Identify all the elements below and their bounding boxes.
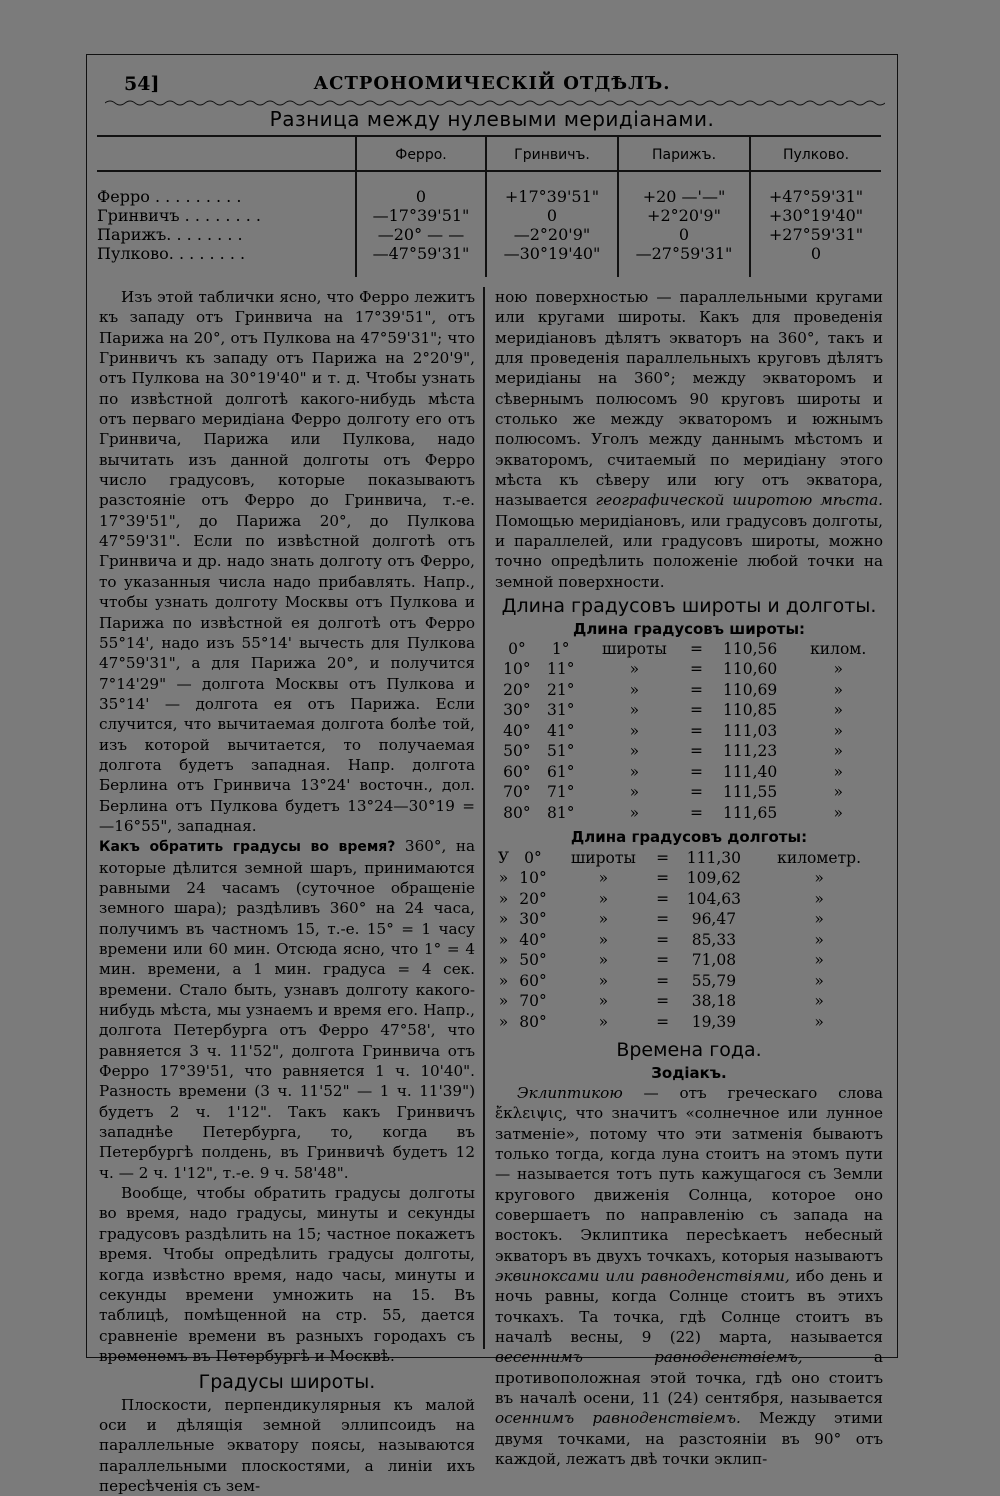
table-row	[495, 659, 883, 680]
table-cell: 55,79	[691, 971, 737, 990]
table-cell: 20°	[503, 680, 531, 699]
table-col-header: Ферро.	[395, 147, 447, 163]
table-cell: »	[498, 1012, 509, 1031]
subsection-heading: Зодіакъ.	[651, 1063, 727, 1082]
table-row	[495, 930, 883, 951]
table-row	[495, 909, 883, 930]
table-row	[495, 991, 883, 1012]
table-cell: +2°20'9"	[647, 206, 721, 225]
table-cell: »	[498, 992, 509, 1011]
table-cell: =	[690, 660, 704, 679]
table-cell: =	[656, 869, 670, 888]
table-cell: 10°	[503, 660, 531, 679]
table-cell: =	[656, 910, 670, 929]
table-title: Разница между нулевыми меридіанами.	[269, 107, 715, 131]
lon-table-title: Длина градусовъ долготы:	[570, 828, 808, 847]
table-cell: »	[629, 680, 640, 699]
table-cell: »	[629, 762, 640, 781]
section-heading: Градусы широты.	[198, 1371, 376, 1394]
table-col-header: Пулково.	[782, 147, 850, 163]
table-cell: =	[656, 992, 670, 1011]
term: эквиноксами или равноденствіями,	[495, 1266, 790, 1285]
table-cell: =	[690, 783, 704, 802]
table-cell: 111,40	[723, 762, 778, 781]
table-cell: +17°39'51"	[504, 187, 600, 206]
table-cell: 104,63	[686, 889, 742, 908]
table-row	[495, 803, 883, 824]
table-cell: 0°	[524, 848, 542, 867]
table-row-label: Ферро . . . . . . . . .	[97, 187, 242, 206]
table-cell: 61°	[547, 762, 575, 781]
table-cell: »	[833, 742, 843, 761]
table-cell: 51°	[547, 742, 575, 761]
left-column	[99, 287, 475, 1496]
table-cell: 11°	[547, 660, 575, 679]
paragraph	[495, 287, 883, 592]
lon-table	[495, 848, 883, 1033]
table-row-label: Пулково. . . . . . . .	[97, 244, 246, 263]
table-cell: —47°59'31"	[372, 244, 470, 263]
table-cell: =	[690, 803, 704, 822]
table-cell: 20°	[519, 889, 547, 908]
table-cell: »	[814, 869, 824, 888]
table-cell: =	[656, 848, 670, 867]
table-cell: »	[833, 803, 843, 822]
table-cell: 80°	[503, 803, 531, 822]
table-cell: »	[598, 1012, 609, 1031]
table-row	[495, 762, 883, 783]
table-cell: 60°	[503, 762, 531, 781]
table-cell: =	[656, 951, 670, 970]
table-cell: »	[498, 930, 509, 949]
paragraph	[99, 836, 475, 1183]
table-cell: 111,30	[686, 848, 742, 867]
table-cell: +30°19'40"	[768, 206, 864, 225]
table-cell: 96,47	[691, 910, 737, 929]
term: весеннимъ равноденствіемъ,	[495, 1348, 803, 1367]
table-cell: »	[598, 889, 609, 908]
right-column	[495, 287, 883, 1469]
table-cell: километр.	[777, 848, 862, 867]
table-cell: +20 —'—"	[642, 187, 726, 206]
table-cell: +27°59'31"	[768, 225, 864, 244]
table-cell: У	[497, 848, 510, 867]
table-cell: »	[598, 951, 609, 970]
table-col-header: Парижъ.	[651, 147, 717, 163]
paragraph-text: а противоположная этой точка, гдѣ оно стоитъ въ началѣ осени, 11 (24) сентября, называется	[495, 1348, 883, 1408]
table-cell: =	[690, 701, 704, 720]
table-row	[495, 1012, 883, 1033]
table-cell: 110,69	[723, 680, 778, 699]
table-cell: »	[814, 1012, 824, 1031]
table-cell: »	[598, 930, 609, 949]
term: Эклиптикою	[517, 1083, 623, 1102]
table-cell: »	[498, 889, 509, 908]
table-cell: килом.	[810, 639, 867, 658]
table-cell: 30°	[503, 701, 531, 720]
table-cell: 85,33	[691, 930, 737, 949]
table-cell: 40°	[519, 930, 547, 949]
page-frame	[86, 54, 898, 1495]
table-cell: 70°	[519, 992, 547, 1011]
table-cell: »	[598, 992, 609, 1011]
table-cell: »	[833, 783, 843, 802]
table-cell: »	[814, 910, 824, 929]
table-cell: =	[690, 680, 704, 699]
table-cell: »	[498, 910, 509, 929]
table-cell: —30°19'40"	[503, 244, 601, 263]
table-cell: широты	[601, 639, 667, 658]
table-cell: 111,23	[723, 742, 778, 761]
table-cell: 19,39	[691, 1012, 737, 1031]
table-cell: 21°	[547, 680, 575, 699]
table-row	[495, 950, 883, 971]
table-row	[495, 868, 883, 889]
table-cell: »	[498, 951, 509, 970]
table-cell: »	[814, 930, 824, 949]
paragraph: Вообще, чтобы обратить градусы долготы во время, надо градусы, минуты и секунды градусовъ раздѣлить на 15; частное покажетъ время. Чтобы опредѣлить градусы долготы, когда извѣстно время, надо часы, минуты и секунды времени умножить на 15. Въ таблицѣ, помѣщенной на стр. 55, дается сравненіе времени въ разныхъ городахъ съ временемъ въ Петербургѣ и Москвѣ.	[99, 1184, 475, 1365]
lat-table	[495, 639, 883, 824]
table-cell: 41°	[547, 721, 575, 740]
term: осеннимъ равноденствіемъ.	[495, 1409, 741, 1428]
table-cell: =	[690, 742, 704, 761]
table-cell: »	[498, 971, 509, 990]
wavy-divider	[105, 99, 885, 107]
table-cell: 0°	[508, 639, 526, 658]
term: географической широтою мѣста.	[595, 491, 883, 510]
table-cell: »	[629, 660, 640, 679]
paragraph-text: — отъ греческаго слова ἔκλειψις, что значитъ «солнечное или лунное затменіе», потому что эти затменія бываютъ только тогда, когда луна стоитъ на этомъ пути — называется тотъ путь кажущагося съ Земли кругового движенія Солнца, которое оно совершаетъ по направленію съ запада на востокъ. Эклиптика пересѣкаетъ небесный экваторъ въ двухъ точкахъ, которыя называютъ	[495, 1083, 883, 1265]
table-cell: »	[833, 721, 843, 740]
table-row	[495, 639, 883, 660]
table-cell: 110,85	[723, 701, 778, 720]
paragraph: Плоскости, перпендикулярныя къ малой оси и дѣлящія земной эллипсоидъ на параллельные экватору поясы, называются параллельными плоскостями, а линіи ихъ пересѣченія съ зем-	[99, 1395, 475, 1495]
paragraph-text: ибо день и ночь равны, когда Солнце стоитъ въ этихъ точкахъ. Та точка, гдѣ Солнце стоитъ въ началѣ весны, 9 (22) марта, называется	[495, 1266, 884, 1346]
table-cell: »	[833, 680, 843, 699]
table-cell: 109,62	[686, 869, 742, 888]
table-cell: »	[598, 910, 609, 929]
paragraph-text: Помощью меридіановъ, или градусовъ долготы, и параллелей, или градусовъ широты, можно точно опредѣлить положеніе любой точки на земной поверхности.	[495, 511, 883, 591]
table-row	[495, 782, 883, 803]
table-cell: »	[833, 762, 843, 781]
table-cell: »	[814, 889, 824, 908]
table-cell: 70°	[503, 783, 531, 802]
table-cell: широты	[570, 848, 636, 867]
table-cell: »	[814, 992, 824, 1011]
table-cell: »	[498, 869, 509, 888]
table-cell: 81°	[547, 803, 575, 822]
table-cell: =	[690, 762, 704, 781]
table-cell: —20° — —	[377, 225, 465, 244]
table-cell: »	[598, 869, 609, 888]
table-cell: »	[629, 721, 640, 740]
table-row-label: Парижъ. . . . . . . .	[97, 225, 243, 244]
table-cell: »	[833, 701, 843, 720]
lat-table-title: Длина градусовъ широты:	[572, 619, 806, 638]
table-cell: 10°	[519, 869, 547, 888]
section-heading: Времена года.	[616, 1039, 762, 1062]
table-row-label: Гринвичъ . . . . . . . .	[97, 206, 261, 225]
table-cell: —17°39'51"	[372, 206, 470, 225]
paragraph: Изъ этой таблички ясно, что Ферро лежитъ къ западу отъ Гринвича на 17°39'51", отъ Парижа на 20°, отъ Пулкова на 47°59'31"; что Гринвичъ къ западу отъ Парижа на 2°20'9", отъ Пулкова на 30°19'40" и т. д. Чтобы узнать по извѣстной долготѣ какого-нибудь мѣста отъ перваго меридіана Ферро долготу его отъ Гринвича, Парижа или Пулкова, надо вычитать изъ данной долготы отъ Ферро число градусовъ, которые показываютъ разстояніе отъ Ферро до Гринвича, т.-е. 17°39'51", до Парижа 20°, до Пулкова 47°59'31". Если по извѣстной долготѣ отъ Гринвича и др. надо знать долготу отъ Ферро, то указанныя числа надо прибавлять. Напр., чтобы узнать долготу Москвы отъ Пулкова и Парижа по извѣстной ея долготѣ отъ Ферро 55°14', надо изъ 55°14' вычесть для Пулкова 47°59'31", а для Парижа 20°, и получится 7°14'29" — долгота Москвы отъ Пулкова и 35°14' — долгота ея отъ Парижа. Если случится, что вычитаемая долгота болѣе той, изъ которой вычитается, то получаемая долгота будетъ западная. Напр. долгота Берлина отъ Гринвича 13°24' восточн., дол. Берлина отъ Пулкова будетъ 13°24—30°19 = —16°55", западная.	[99, 288, 475, 835]
table-cell: —2°20'9"	[513, 225, 591, 244]
table-cell: »	[629, 701, 640, 720]
table-row	[495, 680, 883, 701]
paragraph-text: ною поверхностью — параллельными кругами или кругами широты. Какъ для проведенія меридіановъ дѣлятъ экваторъ на 360°, такъ и для проведенія параллельныхъ круговъ дѣлятъ меридіаны на 360°; между экваторомъ и сѣвернымъ полюсомъ 90 круговъ широты и столько же между экваторомъ и южнымъ полюсомъ. Уголъ между даннымъ мѣстомъ и экваторомъ, считаемый по меридіану этого мѣста къ сѣверу или югу отъ экватора, называется	[495, 288, 883, 510]
table-cell: +47°59'31"	[768, 187, 864, 206]
table-cell: 38,18	[691, 992, 737, 1011]
page-header-title: АСТРОНОМИЧЕСКІЙ ОТДѢЛЪ.	[313, 73, 671, 94]
table-cell: »	[598, 971, 609, 990]
paragraph-text: Между этими двумя точками, на разстояніи въ 90° отъ каждой, лежатъ двѣ точки эклип-	[495, 1409, 883, 1469]
table-cell: —27°59'31"	[635, 244, 733, 263]
table-cell: 0	[415, 187, 427, 206]
table-cell: 50°	[519, 951, 547, 970]
table-cell: =	[656, 930, 670, 949]
table-cell: »	[814, 951, 824, 970]
table-cell: 80°	[519, 1012, 547, 1031]
table-cell: 1°	[551, 639, 570, 658]
table-row	[495, 700, 883, 721]
table-col-header: Гринвичъ.	[514, 147, 590, 163]
table-row	[495, 741, 883, 762]
column-divider	[483, 287, 485, 1349]
table-cell: =	[690, 721, 704, 740]
table-cell: 31°	[547, 701, 575, 720]
table-cell: 40°	[503, 721, 531, 740]
paragraph	[495, 1083, 883, 1470]
table-cell: 110,60	[723, 660, 778, 679]
table-row	[495, 721, 883, 742]
table-cell: 50°	[503, 742, 531, 761]
table-cell: »	[629, 803, 640, 822]
table-cell: 111,55	[723, 783, 778, 802]
table-cell: 110,56	[723, 639, 778, 658]
table-cell: »	[629, 742, 640, 761]
table-cell: 0	[678, 225, 690, 244]
table-cell: =	[690, 639, 704, 658]
table-cell: 60°	[519, 971, 547, 990]
table-cell: 0	[546, 206, 558, 225]
table-cell: =	[656, 971, 670, 990]
table-cell: 111,65	[723, 803, 778, 822]
table-cell: »	[629, 783, 640, 802]
table-top-rule	[97, 135, 881, 137]
table-cell: 30°	[519, 910, 547, 929]
table-cell: 71°	[547, 783, 575, 802]
section-heading: Длина градусовъ широты и долготы.	[501, 595, 877, 618]
table-cell: =	[656, 1012, 670, 1031]
table-cell: 111,03	[723, 721, 778, 740]
page-number: 54]	[124, 73, 160, 95]
table-cell: =	[656, 889, 670, 908]
table-cell: »	[833, 660, 843, 679]
question-heading: Какъ обратить градусы во время?	[99, 839, 396, 856]
table-row	[495, 971, 883, 992]
table-cell: 71,08	[691, 951, 737, 970]
table-row	[495, 889, 883, 910]
paragraph-text: 360°, на которые дѣлится земной шаръ, принимаются равными 24 часамъ (суточное обращеніе земного шара); раздѣливъ 360° на 24 часа, получимъ въ частномъ 15, т.-е. 15° = 1 часу времени или 60 мин. Отсюда ясно, что 1° = 4 мин. времени, а 1 мин. градуса = 4 сек. времени. Стало быть, узнавъ долготу какого-нибудь мѣста, мы узнаемъ и время его. Напр., долгота Петербурга отъ Ферро 47°58', что равняется 3 ч. 11'52", долгота Гринвича отъ Ферро 17°39'51, что равняется 1 ч. 10'40". Разность времени (3 ч. 11'52" — 1 ч. 11'39") будетъ 2 ч. 1'12". Такъ какъ Гринвичъ западнѣе Петербурга, то, когда въ Петербургѣ полдень, въ Гринвичѣ будетъ 12 ч. — 2 ч. 1'12", т.-е. 9 ч. 58'48".	[99, 837, 475, 1182]
table-header-rule	[97, 170, 881, 172]
table-row	[495, 848, 883, 869]
table-cell: 0	[810, 244, 822, 263]
table-cell: »	[814, 971, 824, 990]
